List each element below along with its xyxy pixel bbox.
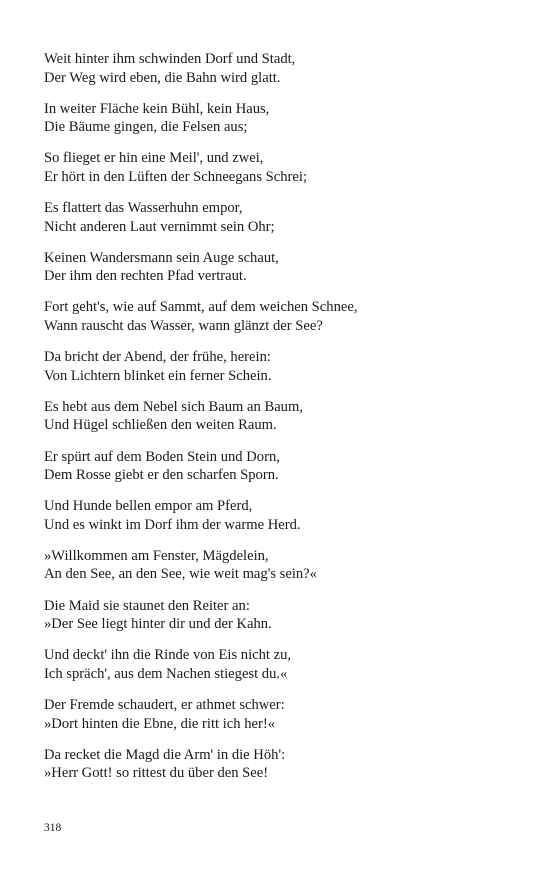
verse-line: In weiter Fläche kein Bühl, kein Haus, bbox=[44, 100, 270, 117]
verse-line: Es hebt aus dem Nebel sich Baum an Baum, bbox=[44, 398, 303, 415]
verse-line: Der Weg wird eben, die Bahn wird glatt. bbox=[44, 69, 281, 86]
verse-line: Dem Rosse giebt er den scharfen Sporn. bbox=[44, 467, 279, 484]
verse-line: Wann rauscht das Wasser, wann glänzt der See? bbox=[44, 318, 323, 335]
verse-line: Weit hinter ihm schwinden Dorf und Stadt, bbox=[44, 51, 296, 67]
verse-line: »Dort hinten die Ebne, die ritt ich her!« bbox=[44, 715, 275, 732]
verse-line: Da recket die Magd die Arm' in die Höh': bbox=[44, 746, 286, 763]
verse-line: Da bricht der Abend, der frühe, herein: bbox=[44, 349, 271, 366]
stanza bbox=[44, 199, 514, 236]
verse-line: Die Bäume gingen, die Felsen aus; bbox=[44, 119, 248, 136]
verse-line: »Herr Gott! so rittest du über den See! bbox=[44, 765, 269, 782]
stanza bbox=[44, 100, 514, 137]
stanza bbox=[44, 298, 514, 335]
verse-line: Nicht anderen Laut vernimmt sein Ohr; bbox=[44, 218, 275, 235]
stanza bbox=[44, 149, 514, 186]
stanza bbox=[44, 398, 514, 435]
verse-line: »Der See liegt hinter dir und der Kahn. bbox=[44, 616, 272, 633]
verse-line: Er spürt auf dem Boden Stein und Dorn, bbox=[44, 448, 280, 465]
verse-line: Fort geht's, wie auf Sammt, auf dem weichen Schnee, bbox=[44, 299, 358, 316]
stanza bbox=[44, 547, 514, 584]
verse-line: Keinen Wandersmann sein Auge schaut, bbox=[44, 249, 279, 266]
page-number: 318 bbox=[44, 822, 62, 834]
stanza bbox=[44, 646, 514, 683]
verse-line: Er hört in den Lüften der Schneegans Schrei; bbox=[44, 168, 308, 185]
verse-line: Die Maid sie staunet den Reiter an: bbox=[44, 597, 250, 614]
verse-line: »Willkommen am Fenster, Mägdelein, bbox=[44, 547, 269, 564]
poem-body bbox=[44, 50, 514, 795]
verse-line: So flieget er hin eine Meil', und zwei, bbox=[44, 150, 264, 167]
verse-line: Und deckt' ihn die Rinde von Eis nicht zu, bbox=[44, 647, 292, 664]
verse-line: An den See, an den See, wie weit mag's sein?« bbox=[44, 566, 317, 583]
verse-line: Ich spräch', aus dem Nachen stiegest du.« bbox=[44, 665, 288, 682]
verse-line: Und es winkt im Dorf ihm der warme Herd. bbox=[44, 516, 301, 533]
verse-line: Es flattert das Wasserhuhn empor, bbox=[44, 200, 243, 217]
verse-line: Und Hügel schließen den weiten Raum. bbox=[44, 417, 277, 434]
verse-line: Der Fremde schaudert, er athmet schwer: bbox=[44, 696, 285, 713]
stanza bbox=[44, 696, 514, 733]
verse-line: Und Hunde bellen empor am Pferd, bbox=[44, 498, 253, 515]
stanza bbox=[44, 746, 514, 783]
stanza bbox=[44, 50, 514, 87]
verse-line: Von Lichtern blinket ein ferner Schein. bbox=[44, 367, 272, 384]
stanza bbox=[44, 597, 514, 634]
stanza bbox=[44, 497, 514, 534]
stanza bbox=[44, 348, 514, 385]
verse-line: Der ihm den rechten Pfad vertraut. bbox=[44, 268, 247, 285]
stanza bbox=[44, 249, 514, 286]
stanza bbox=[44, 448, 514, 485]
